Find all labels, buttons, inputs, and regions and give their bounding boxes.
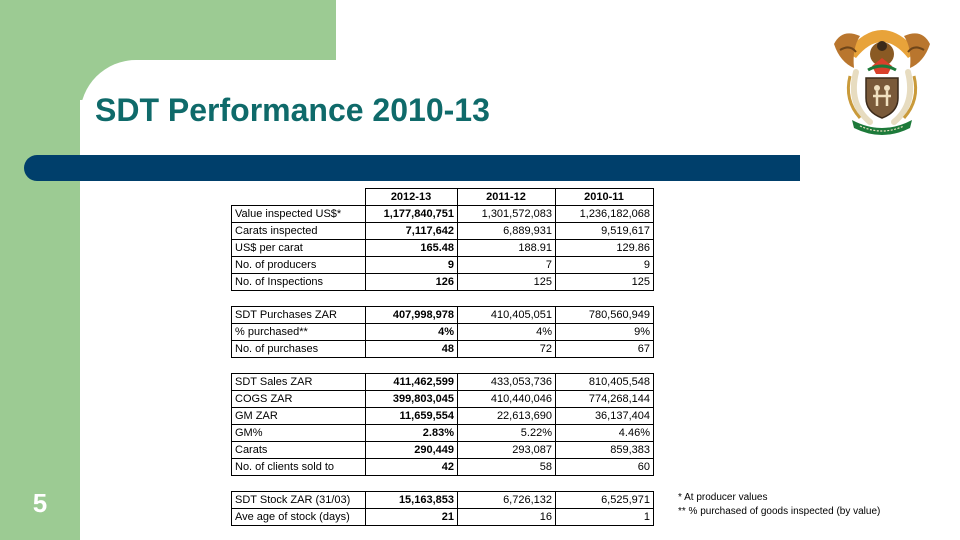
row-value-col3: 774,268,144 (556, 391, 654, 408)
row-value-col1: 1,177,840,751 (366, 206, 458, 223)
footnote-purchased-percent: ** % purchased of goods inspected (by value) (678, 506, 881, 517)
row-value-col3: 9 (556, 257, 654, 274)
row-label: US$ per carat (232, 240, 366, 257)
row-value-col2: 188.91 (458, 240, 556, 257)
slide-number: 5 (32, 488, 48, 518)
row-value-col2: 1,301,572,083 (458, 206, 556, 223)
row-label: % purchased** (232, 324, 366, 341)
row-value-col3: 67 (556, 341, 654, 358)
row-label: No. of Inspections (232, 274, 366, 291)
left-green-strip (0, 0, 80, 540)
row-value-col2: 125 (458, 274, 556, 291)
row-value-col1: 7,117,642 (366, 223, 458, 240)
title-underline-bar (24, 155, 800, 181)
year-header-row (231, 189, 653, 206)
table-row (232, 459, 654, 476)
year-header-2012-13: 2012-13 (365, 189, 457, 206)
slide-title: SDT Performance 2010-13 (95, 92, 490, 128)
row-value-col2: 410,440,046 (458, 391, 556, 408)
row-value-col3: 4.46% (556, 425, 654, 442)
row-value-col2: 5.22% (458, 425, 556, 442)
table-row (232, 324, 654, 341)
row-value-col2: 4% (458, 324, 556, 341)
row-value-col2: 22,613,690 (458, 408, 556, 425)
row-label: No. of producers (232, 257, 366, 274)
row-value-col3: 36,137,404 (556, 408, 654, 425)
row-value-col3: 1,236,182,068 (556, 206, 654, 223)
stock-table (231, 491, 654, 526)
row-value-col3: 9,519,617 (556, 223, 654, 240)
row-label: GM ZAR (232, 408, 366, 425)
row-value-col3: 780,560,949 (556, 307, 654, 324)
row-label: No. of clients sold to (232, 459, 366, 476)
inspection-stats-table (231, 205, 654, 291)
row-value-col2: 6,726,132 (458, 492, 556, 509)
row-value-col2: 433,053,736 (458, 374, 556, 391)
row-value-col2: 72 (458, 341, 556, 358)
row-value-col1: 126 (366, 274, 458, 291)
table-row (232, 341, 654, 358)
row-value-col2: 6,889,931 (458, 223, 556, 240)
row-value-col1: 21 (366, 509, 458, 526)
row-value-col1: 165.48 (366, 240, 458, 257)
table-row (232, 391, 654, 408)
row-value-col3: 129.86 (556, 240, 654, 257)
table-row (232, 240, 654, 257)
row-value-col1: 407,998,978 (366, 307, 458, 324)
table-row (232, 442, 654, 459)
row-label: SDT Sales ZAR (232, 374, 366, 391)
table-row (232, 374, 654, 391)
row-value-col1: 15,163,853 (366, 492, 458, 509)
row-value-col3: 9% (556, 324, 654, 341)
table-row (232, 509, 654, 526)
row-value-col1: 11,659,554 (366, 408, 458, 425)
row-value-col3: 125 (556, 274, 654, 291)
row-value-col3: 859,383 (556, 442, 654, 459)
row-value-col3: 6,525,971 (556, 492, 654, 509)
row-value-col1: 2.83% (366, 425, 458, 442)
row-value-col1: 48 (366, 341, 458, 358)
row-label: SDT Purchases ZAR (232, 307, 366, 324)
row-label: Value inspected US$* (232, 206, 366, 223)
row-value-col2: 58 (458, 459, 556, 476)
table-row (232, 425, 654, 442)
sales-table (231, 373, 654, 476)
year-header-2010-11: 2010-11 (555, 189, 653, 206)
year-header-2011-12: 2011-12 (457, 189, 555, 206)
row-value-col2: 410,405,051 (458, 307, 556, 324)
table-row (232, 408, 654, 425)
row-value-col3: 810,405,548 (556, 374, 654, 391)
table-row (232, 206, 654, 223)
row-label: Ave age of stock (days) (232, 509, 366, 526)
table-row (232, 223, 654, 240)
row-value-col1: 399,803,045 (366, 391, 458, 408)
footnote-producer-values: * At producer values (678, 492, 768, 503)
row-value-col1: 290,449 (366, 442, 458, 459)
row-value-col2: 7 (458, 257, 556, 274)
table-row (232, 492, 654, 509)
year-header-table (231, 188, 654, 206)
row-value-col3: 1 (556, 509, 654, 526)
table-row (232, 274, 654, 291)
row-label: Carats (232, 442, 366, 459)
row-label: Carats inspected (232, 223, 366, 240)
row-value-col1: 4% (366, 324, 458, 341)
row-value-col1: 9 (366, 257, 458, 274)
row-label: SDT Stock ZAR (31/03) (232, 492, 366, 509)
row-label: COGS ZAR (232, 391, 366, 408)
row-label: No. of purchases (232, 341, 366, 358)
row-value-col2: 293,087 (458, 442, 556, 459)
row-value-col1: 42 (366, 459, 458, 476)
table-row (232, 307, 654, 324)
row-value-col2: 16 (458, 509, 556, 526)
footnotes (678, 491, 880, 519)
row-label: GM% (232, 425, 366, 442)
row-value-col3: 60 (556, 459, 654, 476)
header-blank-cell (231, 189, 365, 206)
coat-of-arms-icon (826, 14, 938, 136)
table-row (232, 257, 654, 274)
row-value-col1: 411,462,599 (366, 374, 458, 391)
purchases-table (231, 306, 654, 358)
